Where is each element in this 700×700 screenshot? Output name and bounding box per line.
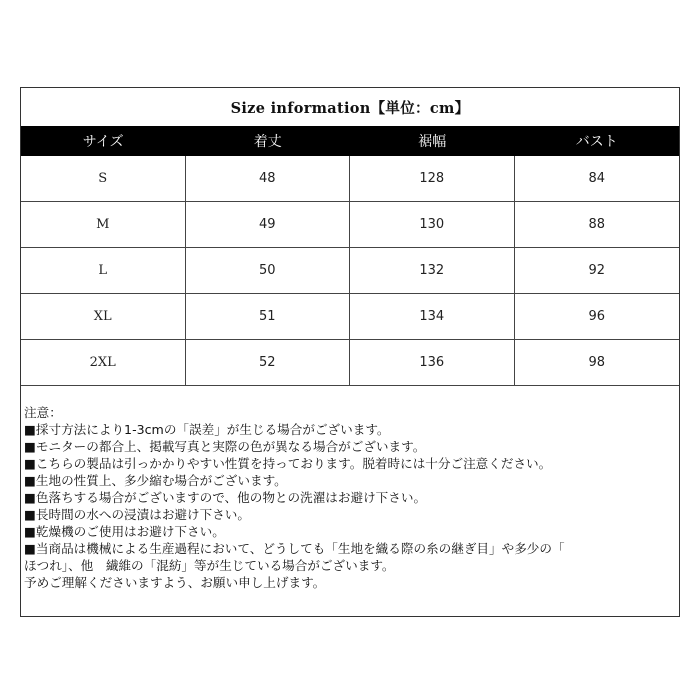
bust-cell: 96 <box>588 309 606 324</box>
length-cell: 52 <box>186 340 351 385</box>
header-hem-width: 裾幅 <box>418 134 447 150</box>
hem-width-cell: 132 <box>350 248 515 293</box>
table-row <box>21 156 679 202</box>
bust-cell: 84 <box>588 171 606 186</box>
note-line: ■生地の性質上、多少縮む場合がございます。 <box>24 473 287 488</box>
size-cell: S <box>21 156 186 201</box>
header-size: サイズ <box>82 134 124 150</box>
table-row <box>21 294 679 340</box>
length-cell: 51 <box>186 294 351 339</box>
bust-cell: 88 <box>588 217 606 232</box>
note-line: ■採寸方法により1-3cmの「誤差」が生じる場合がございます。 <box>24 422 390 437</box>
length-cell: 49 <box>186 202 351 247</box>
note-line: ■乾燥機のご使用はお避け下さい。 <box>24 524 225 539</box>
bust-cell: 92 <box>588 263 606 278</box>
table-row <box>21 340 679 386</box>
care-notes <box>24 404 676 591</box>
table-header <box>21 126 679 156</box>
size-chart-title: Size information【単位：cm】 <box>230 99 470 117</box>
note-line: 予めご理解くださいますよう、お願い申し上げます。 <box>24 575 326 590</box>
size-cell: L <box>21 248 186 293</box>
table-row <box>21 248 679 294</box>
note-line: ほつれ」、他 繊維の「混紡」等が生じている場合がございます。 <box>24 558 395 573</box>
hem-width-cell: 130 <box>350 202 515 247</box>
size-cell: 2XL <box>21 340 186 385</box>
size-chart <box>20 87 680 617</box>
note-line: ■当商品は機械による生産過程において、どうしても「生地を織る際の糸の継ぎ目」や多少の「 <box>24 541 565 556</box>
note-line: ■モニターの都合上、掲載写真と実際の色が異なる場合がございます。 <box>24 439 426 454</box>
header-length: 着丈 <box>253 134 282 150</box>
note-line: ■長時間の水への浸漬はお避け下さい。 <box>24 507 250 522</box>
note-line: ■こちらの製品は引っかかりやすい性質を持っております。脱着時には十分ご注意ください。 <box>24 456 552 471</box>
header-bust: バスト <box>575 134 618 150</box>
table-row <box>21 202 679 248</box>
hem-width-cell: 134 <box>350 294 515 339</box>
hem-width-cell: 128 <box>350 156 515 201</box>
size-cell: XL <box>21 294 186 339</box>
hem-width-cell: 136 <box>350 340 515 385</box>
notes-heading: 注意： <box>24 405 62 420</box>
bust-cell: 98 <box>588 355 606 370</box>
size-cell: M <box>21 202 186 247</box>
note-line: ■色落ちする場合がございますので、他の物との洗濯はお避け下さい。 <box>24 490 427 505</box>
length-cell: 48 <box>186 156 351 201</box>
length-cell: 50 <box>186 248 351 293</box>
table-body <box>21 156 679 386</box>
